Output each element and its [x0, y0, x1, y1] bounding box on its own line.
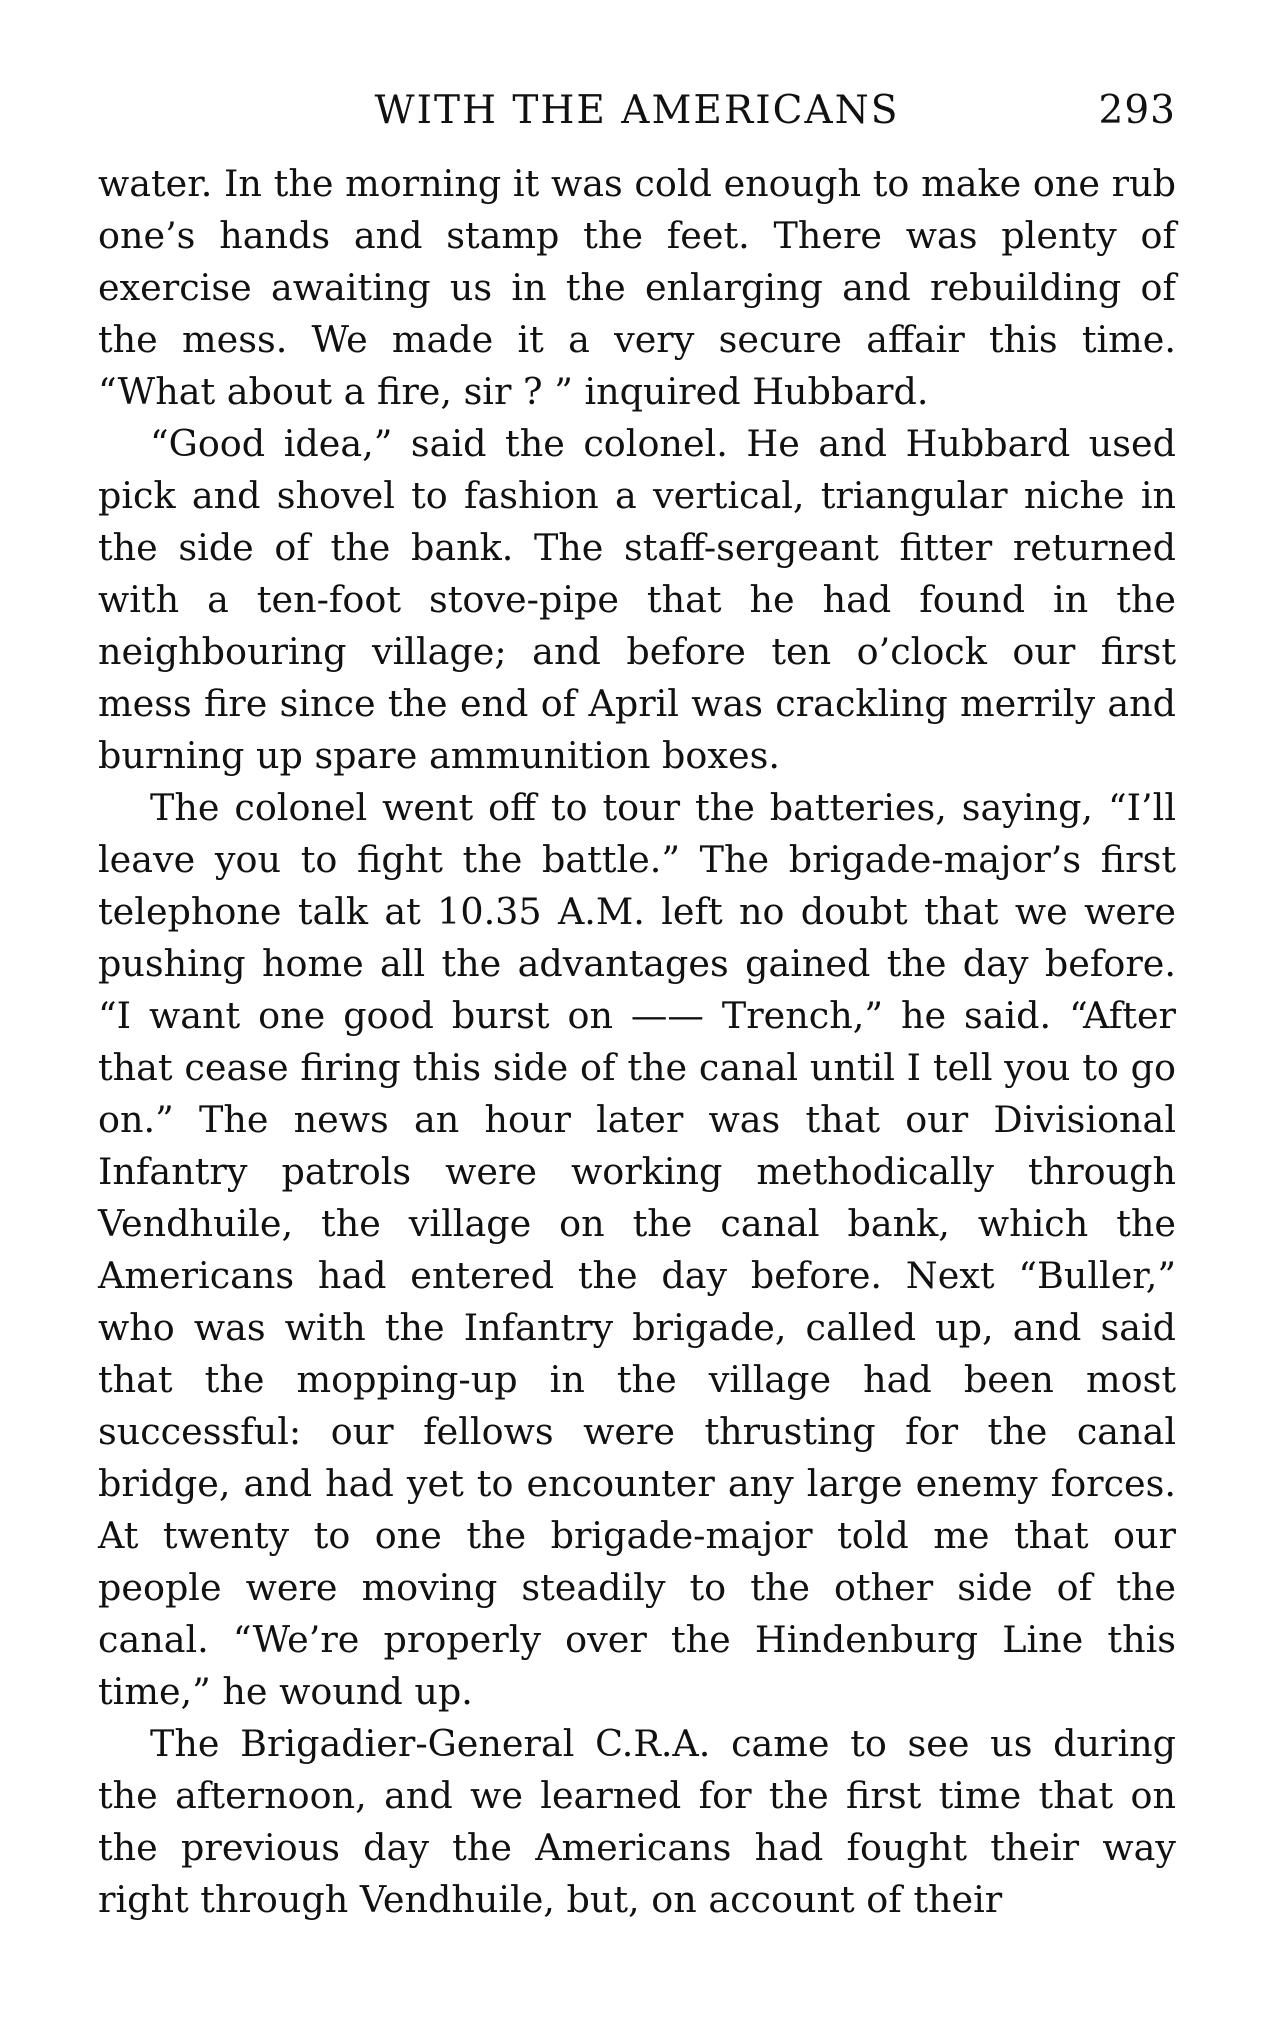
page-number: 293 [1098, 88, 1176, 133]
running-header [98, 88, 1176, 144]
paragraph-continued: water. In the morning it was cold enough to make one rub one’s hands and stamp the feet. There was plenty of exercise awaiting us in the enlarging and rebuilding of the mess. We made it a very secure affair this time. “What about a fire, sir ? ” inquired Hubbard. [98, 162, 1176, 413]
body-text [98, 158, 1176, 1926]
paragraph-colonel-batteries: The colonel went off to tour the batteries, saying, “I’ll leave you to fight the battle.” The brigade-major’s first telephone talk at 10.35 A.M. left no doubt that we were pushing home all the advantages gained the day before. “I want one good burst on —— Trench,” he said. “After that cease firing this side of the canal until I tell you to go on.” The news an hour later was that our Divisional Infantry patrols were working methodically through Vendhuile, the village on the canal bank, which the Americans had entered the day before. Next “Buller,” who was with the Infantry brigade, called up, and said that the mopping-up in the village had been most successful: our fellows were thrusting for the canal bridge, and had yet to encounter any large enemy forces. At twenty to one the brigade-major told me that our people were moving steadily to the other side of the canal. “We’re properly over the Hindenburg Line this time,” he wound up. [98, 786, 1176, 1713]
paragraph-brigadier-general: The Brigadier-General C.R.A. came to see us during the afternoon, and we learned for the first time that on the previous day the Americans had fought their way right through Vendhuile, but, on account of their [98, 1722, 1176, 1921]
book-page [98, 88, 1176, 1926]
paragraph-good-idea: “Good idea,” said the colonel. He and Hubbard used pick and shovel to fashion a vertical, triangular niche in the side of the bank. The staff-sergeant fitter returned with a ten-foot stove-pipe that he had found in the neighbouring village; and before ten o’clock our first mess fire since the end of April was crackling merrily and burning up spare ammunition boxes. [98, 422, 1176, 777]
running-title: WITH THE AMERICANS [374, 88, 900, 133]
